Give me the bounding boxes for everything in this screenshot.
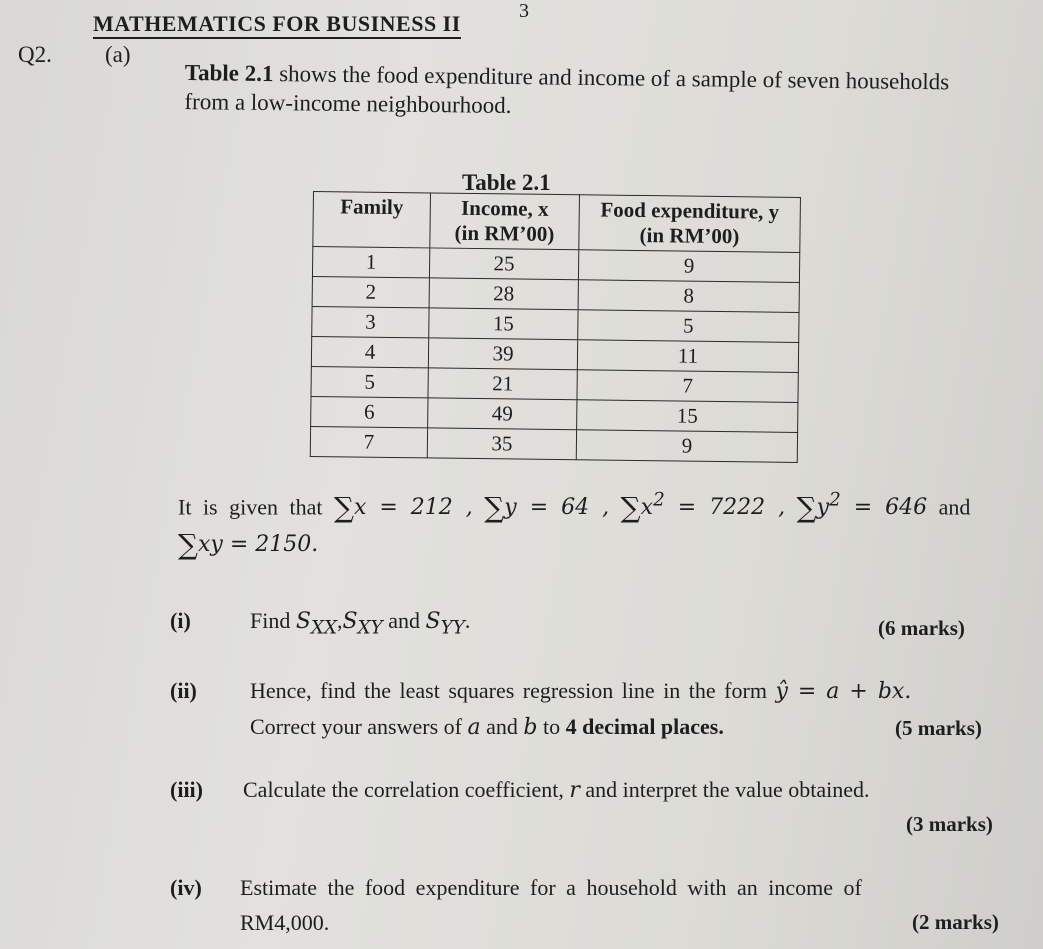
cell-food: 11 xyxy=(577,340,798,373)
part-ii-line2: Correct your answers of a and b to 4 decimal places. xyxy=(250,714,724,740)
cell-family: 1 xyxy=(312,247,429,278)
s-yy: $S_{YY}$ xyxy=(425,609,465,639)
cell-income: 21 xyxy=(428,368,577,400)
cell-income: 28 xyxy=(429,278,578,310)
question-intro xyxy=(184,58,975,126)
sum-x: ∑x = 212 , xyxy=(333,491,473,525)
cell-family: 4 xyxy=(311,336,428,367)
cell-family: 6 xyxy=(311,396,428,427)
cell-income: 15 xyxy=(429,308,578,340)
cell-income: 25 xyxy=(429,248,578,280)
sum-x-squared: $\sum x^2 = 7222$ , xyxy=(620,490,786,525)
cell-income: 39 xyxy=(428,338,577,370)
header-food-line2: (in RM’00) xyxy=(639,222,740,249)
sigma-symbol: ∑ xyxy=(796,491,817,525)
page-number: 3 xyxy=(519,0,529,22)
sigma-symbol: ∑ xyxy=(178,528,198,561)
header-income-line1: Income, x xyxy=(460,195,549,221)
cell-food: 8 xyxy=(578,280,799,313)
header-food xyxy=(579,195,801,253)
s-xy: $S_{XY}$ xyxy=(342,609,383,639)
part-i-label: (i) xyxy=(170,608,191,633)
cell-food: 15 xyxy=(577,400,798,433)
question-number: Q2. xyxy=(18,42,52,67)
part-iv-marks: (2 marks) xyxy=(912,910,999,934)
part-ii-marks: (5 marks) xyxy=(895,716,982,740)
course-header: MATHEMATICS FOR BUSINESS II xyxy=(93,12,461,39)
header-income-line2: (in RM’00) xyxy=(454,220,555,246)
s-xx: $S_{XX}$ xyxy=(295,609,338,639)
sum-xy: ∑xy = 2150. xyxy=(178,528,319,561)
part-iv-line2: RM4,000. xyxy=(240,910,330,935)
cell-food: 9 xyxy=(578,250,799,283)
cell-food: 5 xyxy=(578,310,799,343)
question-part: (a) xyxy=(105,42,131,67)
given-lead: It is given that xyxy=(178,494,323,520)
cell-family: 3 xyxy=(312,306,429,337)
sigma-symbol: ∑ xyxy=(620,491,641,525)
part-iii-marks: (3 marks) xyxy=(906,812,993,836)
header-income xyxy=(430,193,580,250)
intro-text: shows the food expenditure and income of a sample of seven households from a low-income neighbourhood. xyxy=(184,61,950,118)
regression-formula: ŷ = a + bx. xyxy=(775,679,912,704)
header-food-line1: Food expenditure, y xyxy=(600,197,780,224)
given-sums-line2 xyxy=(178,528,318,561)
cell-food: 7 xyxy=(577,370,798,403)
cell-income: 49 xyxy=(428,398,577,430)
intro-table-ref: Table 2.1 xyxy=(184,59,274,87)
header-family: Family xyxy=(313,192,431,248)
table-header-row xyxy=(313,192,801,253)
data-table xyxy=(310,191,801,463)
part-ii-line1: Hence, find the least squares regression line in the form ŷ = a + bx. xyxy=(250,678,912,704)
part-iii-text: Calculate the correlation coefficient, r and interpret the value obtained. xyxy=(243,777,870,803)
sigma-symbol: ∑ xyxy=(484,491,505,525)
part-iv-label: (iv) xyxy=(170,875,202,900)
cell-food: 9 xyxy=(576,430,797,463)
cell-family: 2 xyxy=(312,276,429,307)
sum-y: ∑y = 64 , xyxy=(484,491,610,525)
given-sums-line1 xyxy=(178,490,970,524)
sum-y-squared: $\sum y^2 = 646$ xyxy=(796,490,928,525)
part-ii-label: (ii) xyxy=(170,678,197,703)
part-iv-line1: Estimate the food expenditure for a household with an income of xyxy=(240,875,862,900)
table-row xyxy=(310,426,797,462)
table-caption: Table 2.1 xyxy=(462,170,551,195)
part-i-text: Find $S_{XX},S_{XY}$ and $S_{YY}$. xyxy=(250,608,471,639)
sigma-symbol: ∑ xyxy=(333,491,354,525)
part-i-marks: (6 marks) xyxy=(878,616,965,640)
given-and: and xyxy=(938,494,971,520)
part-iii-label: (iii) xyxy=(170,777,203,802)
cell-family: 5 xyxy=(311,366,428,397)
cell-family: 7 xyxy=(310,426,427,457)
cell-income: 35 xyxy=(427,428,576,460)
